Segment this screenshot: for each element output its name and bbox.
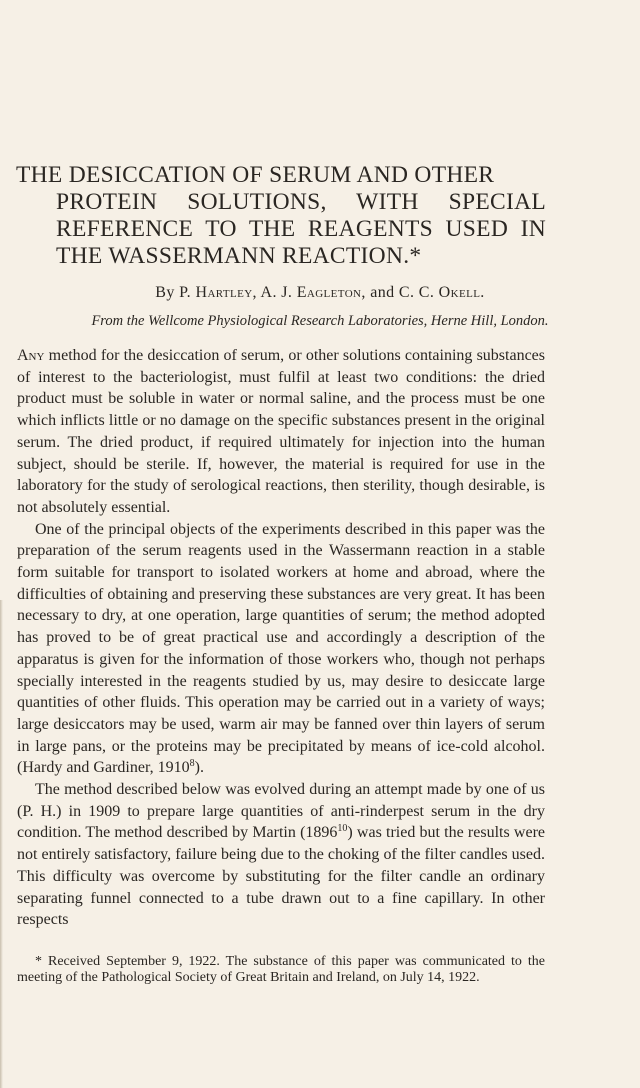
author-hartley: Hartley, <box>195 284 257 301</box>
article-title <box>16 162 546 270</box>
affiliation: From the Wellcome Physiological Research Laboratories, Herne Hill, London. <box>91 313 549 329</box>
byline-prefix: By P. <box>155 284 192 301</box>
page-edge-shadow <box>0 600 3 1088</box>
reference-8: 8 <box>189 758 195 770</box>
paragraph-3-text-a: The method described below was evolved during an attempt made by one of us (P. H.) in 1909 to prepare large quantities of anti-rinderpest serum in the dry condition. The method described by Martin (1896 <box>17 781 545 842</box>
paragraph-1-text: method for the desiccation of serum, or other solutions containing substances of interest to the bacteriologist, must fulfil at least two conditions: the dried product must be soluble in water or normal saline, and the process must be one which inflicts little or no damage on the specific substances present in the original serum. The dried product, if required ultimately for injection into the human subject, should be sterile. If, however, the material is required for use in the laboratory for the study of serological reactions, then sterility, though desirable, is not absolutely essential. <box>17 347 545 516</box>
paragraph-2-text: One of the principal objects of the experiments described in this paper was the preparation of the serum reagents used in the Wassermann reaction in a stable form suitable for transport to isolated workers at home and abroad, where the difficulties of obtaining and preserving these substances are very great. It has been necessary to dry, at one operation, large quantities of serum; the method adopted has proved to be of great practical use and accordingly a description of the apparatus is given for the information of those workers who, though not perhaps specially interested in the reagents studied by us, may desire to desiccate large quantities of other fluids. This operation may be carried out in a variety of ways; large desiccators may be used, warm air may be fanned over thin layers of serum in large pans, or the proteins may be precipitated by means of ice-cold alcohol. (Hardy and Gardiner, 1910 <box>17 520 545 777</box>
paragraph-2 <box>17 519 545 779</box>
paragraph-3-text-b: ) was tried but the results were not entirely satisfactory, failure being due to the choking of the filter candles used. This difficulty was overcome by substituting for the filter candle an ordinary separating funnel connected to a tube drawn out to a fine capillary. In other respects <box>17 824 545 929</box>
author-okell: Okell. <box>438 284 485 301</box>
paragraph-2-end: ). <box>194 759 204 777</box>
footnote-text: * Received September 9, 1922. The substance of this paper was communicated to the meeting of the Pathological Society of Great Britain and Ireland, on July 14, 1922. <box>17 954 545 985</box>
title-line-3: REFERENCE TO THE REAGENTS USED IN <box>56 216 546 242</box>
body-text <box>17 345 545 931</box>
paragraph-1 <box>17 345 545 519</box>
byline-initials-2: A. J. <box>260 284 293 301</box>
title-line-1: THE DESICCATION OF SERUM AND OTHER <box>16 162 495 188</box>
title-line-2: PROTEIN SOLUTIONS, WITH SPECIAL <box>56 189 546 215</box>
paragraph-1-lead: Any <box>17 347 45 364</box>
author-eagleton: Eagleton, <box>296 284 366 301</box>
paragraph-3 <box>17 779 545 931</box>
footnote <box>17 954 545 986</box>
byline <box>0 284 640 302</box>
byline-and: and C. C. <box>370 284 435 301</box>
title-line-4: THE WASSERMANN REACTION.* <box>56 243 422 269</box>
reference-10: 10 <box>337 823 348 835</box>
